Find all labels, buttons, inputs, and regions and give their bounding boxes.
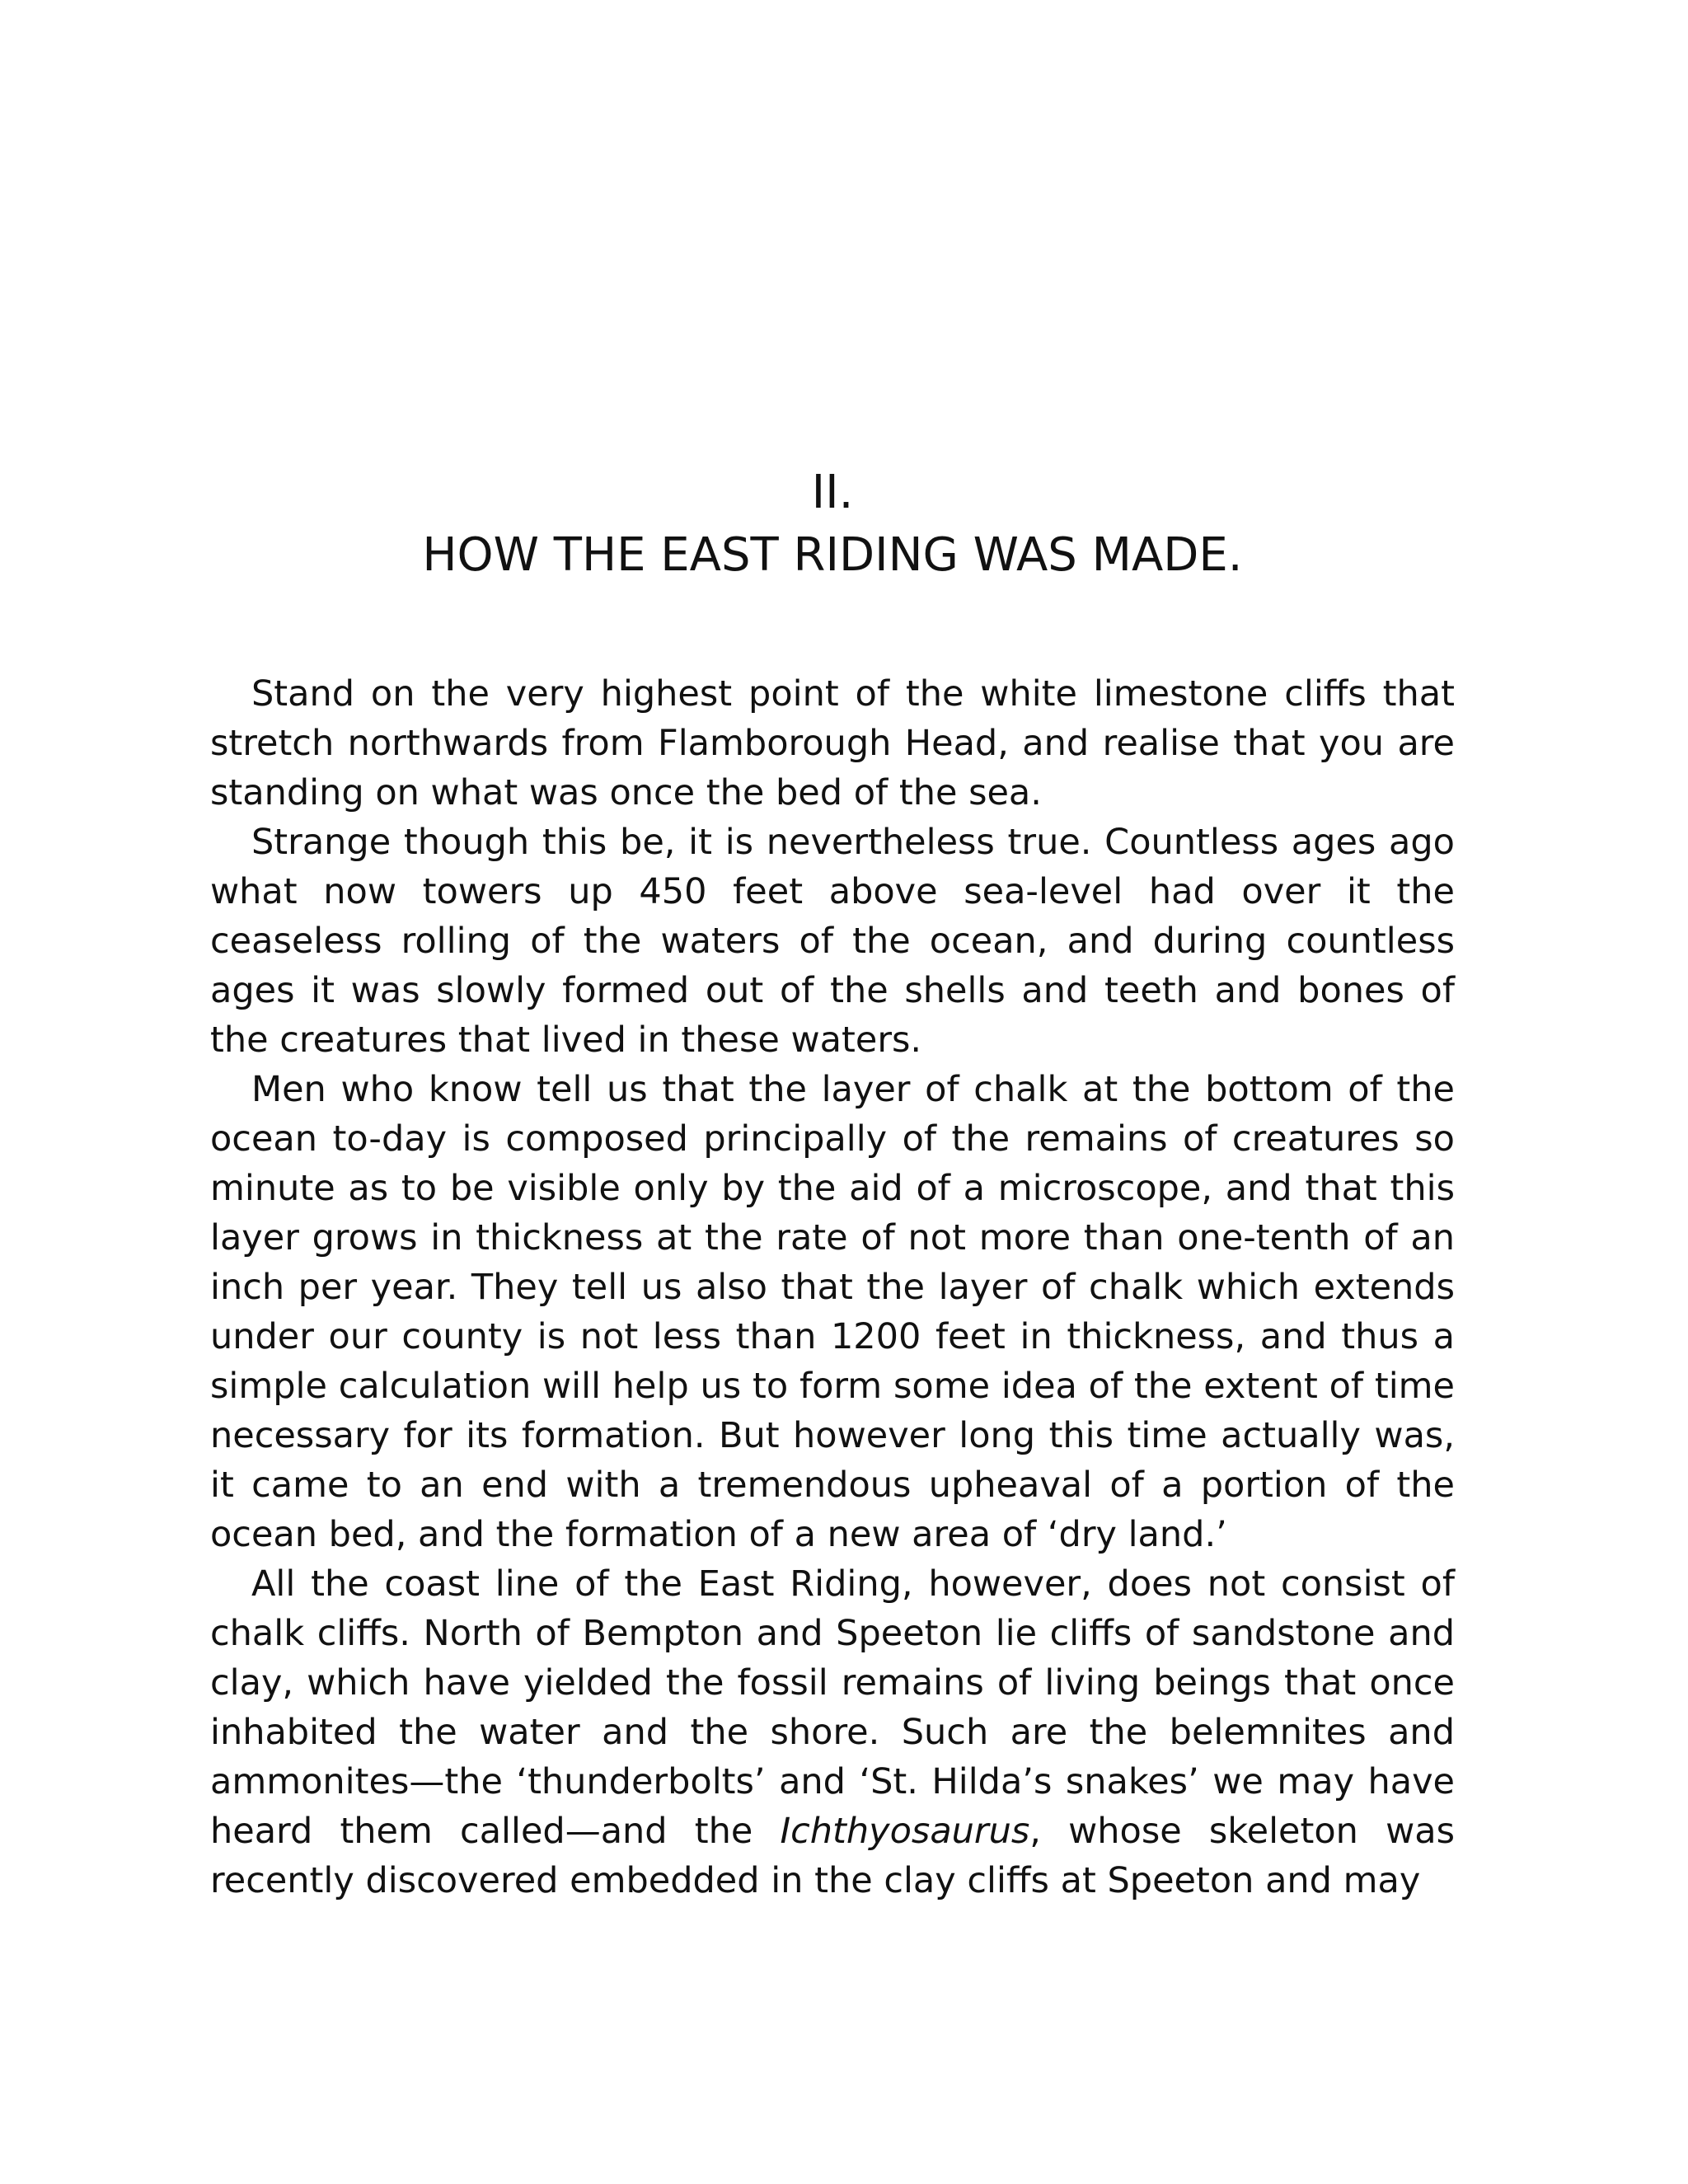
paragraph-4-text-before: All the coast line of the East Riding, however, does not consist of chalk cliffs. North of Bempton and Speeton lie cliffs of sandstone and clay, which have yielded the fossil remains of living beings that once inhabited the water and the shore. Such are the belemnites and ammonites—the ‘thunderbolts’ and ‘St. Hilda’s snakes’ we may have heard them called—and the (210, 1563, 1455, 1852)
paragraph-4-text-after: , whose skeleton was recently discovered embedded in the clay cliffs at Speeton and may (210, 1811, 1455, 1901)
chapter-number: II. (811, 466, 854, 519)
italic-species-name: Ichthyosaurus (780, 1811, 1030, 1852)
paragraph-4 (210, 1559, 1455, 1905)
paragraph-2: Strange though this be, it is nevertheless true. Countless ages ago what now towers up 450 feet above sea-level had over it the ceaseless rolling of the waters of the ocean, and during countless ages it was slowly formed out of the shells and teeth and bones of the creatures that lived in these waters. (210, 822, 1455, 1061)
paragraph-3: Men who know tell us that the layer of chalk at the bottom of the ocean to-day is composed principally of the remains of creatures so minute as to be visible only by the aid of a microscope, and that this layer grows in thickness at the rate of not more than one-tenth of an inch per year. They tell us also that the layer of chalk which extends under our county is not less than 1200 feet in thickness, and thus a simple calculation will help us to form some idea of the extent of time necessary for its formation. But however long this time actually was, it came to an end with a tremendous upheaval of a portion of the ocean bed, and the formation of a new area of ‘dry land.’ (210, 1069, 1455, 1555)
chapter-title: HOW THE EAST RIDING WAS MADE. (422, 528, 1243, 582)
chapter-body (210, 669, 1455, 1905)
chapter-heading (210, 462, 1455, 587)
paragraph-1: Stand on the very highest point of the white limestone cliffs that stretch northwards from Flamborough Head, and realise that you are standing on what was once the bed of the sea. (210, 673, 1455, 813)
